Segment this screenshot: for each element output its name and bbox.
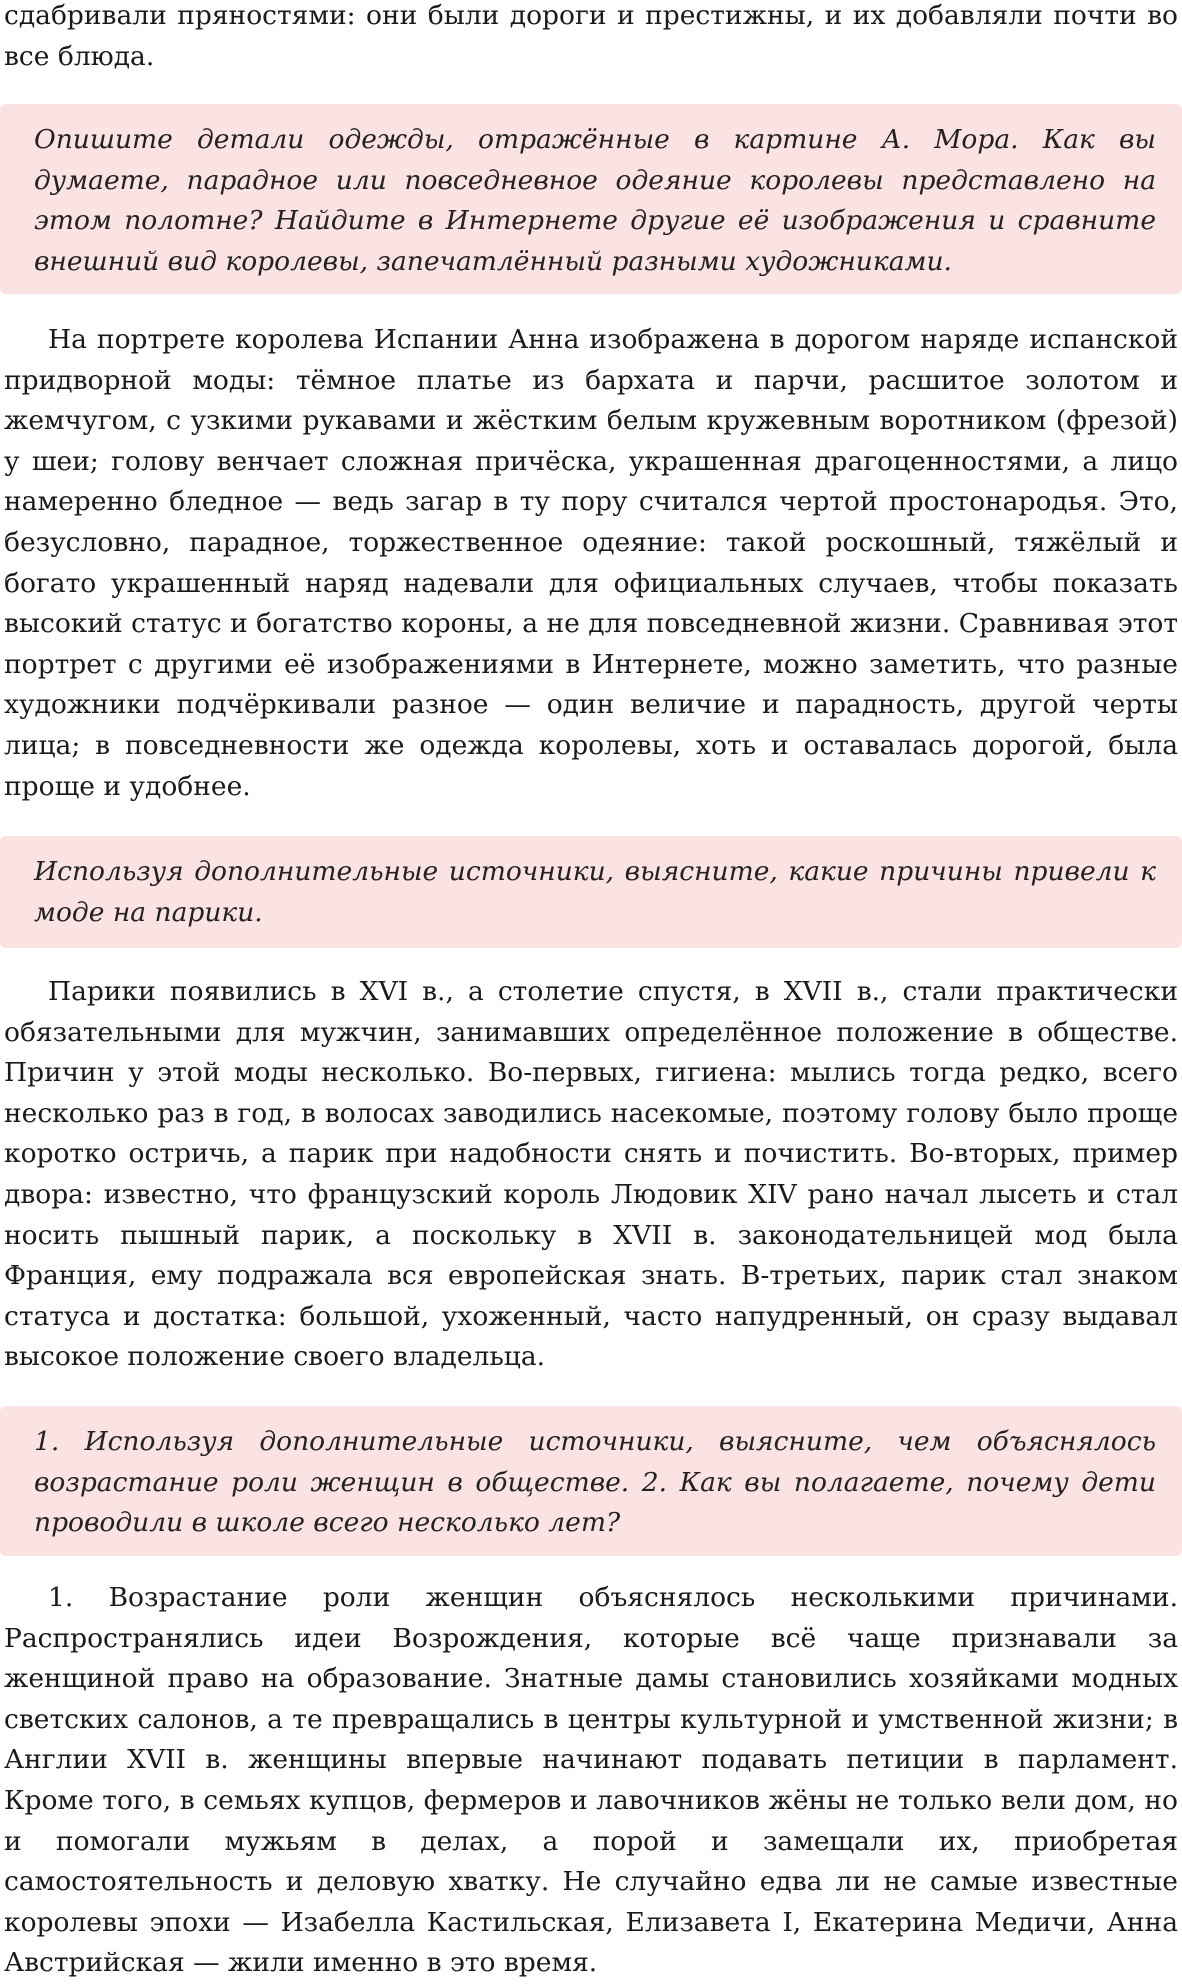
answer-paragraph-2: Парики появились в XVI в., а столетие спустя, в XVII в., стали практически обязательными для мужчин, занимавших определённое положение в обществе. Причин у этой моды несколько. Во-первых, гигиена: мылись тогда редко, всего несколько раз в год, в волосах заводились насекомые, поэтому голову было проще коротко остричь, а парик при надобности снять и почистить. Во-вторых, пример двора: известно, что французский король Людовик XIV рано начал лысеть и стал носить пышный парик, а поскольку в XVII в. законодательницей мод была Франция, ему подражала вся европейская знать. В-третьих, парик стал знаком статуса и достатка: большой, ухоженный, часто напудренный, он сразу выдавал высокое положение своего владельца.: [4, 976, 1178, 1373]
text-fragment-top: [0, 0, 1182, 77]
answer-block-1: [0, 320, 1182, 807]
question-text-3: 1. Используя дополнительные источники, выясните, чем объяснялось возрастание роли женщин в обществе. 2. Как вы полагаете, почему дети проводили в школе всего несколько лет?: [34, 1426, 1156, 1539]
paragraph-top: сдабривали пряностями: они были дороги и престижны, и их добавляли почти во все блюда.: [4, 0, 1178, 72]
answer-paragraph-3: 1. Возрастание роли женщин объяснялось несколькими причинами. Распространялись идеи Возрождения, которые всё чаще признавали за женщиной право на образование. Знатные дамы становились хозяйками модных светских салонов, а те превращались в центры культурной и умственной жизни; в Англии XVII в. женщины впервые начинают подавать петиции в парламент. Кроме того, в семьях купцов, фермеров и лавочников жёны не только вели дом, но и помогали мужьям в делах, а порой и замещали их, приобретая самостоятельность и деловую хватку. Не случайно едва ли не самые известные королевы эпохи — Изабелла Кастильская, Елизавета I, Екатерина Медичи, Анна Австрийская — жили именно в это время.: [4, 1582, 1178, 1979]
question-text-1: Опишите детали одежды, отражённые в картине А. Мора. Как вы думаете, парадное или повседневное одеяние королевы представлено на этом полотне? Найдите в Интернете другие её изображения и сравните внешний вид королевы, запечатлённый разными художниками.: [34, 124, 1156, 277]
question-box-3: [0, 1406, 1182, 1556]
question-box-1: [0, 104, 1182, 294]
question-box-2: [0, 836, 1182, 948]
answer-block-2: [0, 972, 1182, 1378]
answer-block-3: [0, 1578, 1182, 1984]
question-text-2: Используя дополнительные источники, выясните, какие причины привели к моде на парики.: [34, 856, 1156, 928]
answer-paragraph-1: На портрете королева Испании Анна изображена в дорогом наряде испанской придворной моды: тёмное платье из бархата и парчи, расшитое золотом и жемчугом, с узкими рукавами и жёстким белым кружевным воротником (фрезой) у шеи; голову венчает сложная причёска, украшенная драгоценностями, а лицо намеренно бледное — ведь загар в ту пору считался чертой простонародья. Это, безусловно, парадное, торжественное одеяние: такой роскошный, тяжёлый и богато украшенный наряд надевали для официальных случаев, чтобы показать высокий статус и богатство короны, а не для повседневной жизни. Сравнивая этот портрет с другими её изображениями в Интернете, можно заметить, что разные художники подчёркивали разное — один величие и парадность, другой черты лица; в повседневности же одежда королевы, хоть и оставалась дорогой, была проще и удобнее.: [4, 324, 1178, 802]
